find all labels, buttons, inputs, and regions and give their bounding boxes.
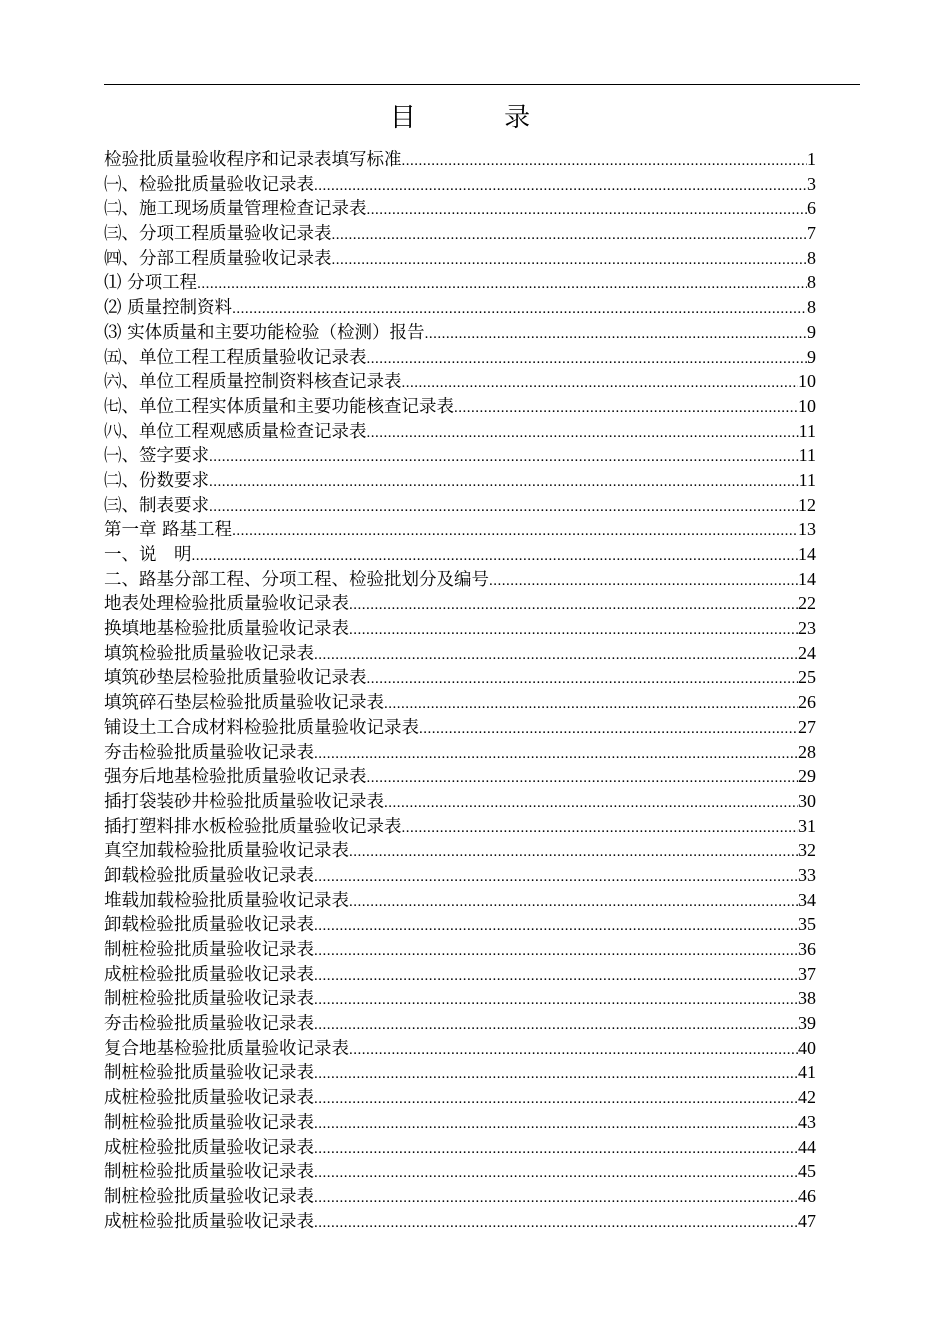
toc-entry[interactable] bbox=[104, 542, 816, 567]
toc-entry[interactable] bbox=[104, 838, 816, 863]
dot-leader bbox=[314, 1062, 798, 1085]
toc-entry[interactable] bbox=[104, 1184, 816, 1209]
toc-entry-label: 成桩检验批质量验收记录表 bbox=[104, 964, 314, 985]
toc-entry[interactable] bbox=[104, 147, 816, 172]
dot-leader bbox=[384, 791, 798, 814]
toc-entry-page: 46 bbox=[798, 1185, 816, 1206]
toc-entry-label: 卸载检验批质量验收记录表 bbox=[104, 915, 314, 936]
toc-entry-label: 二、路基分部工程、分项工程、检验批划分及编号 bbox=[104, 569, 489, 590]
toc-entry-label: ㈥、单位工程质量控制资料核查记录表 bbox=[104, 372, 402, 393]
toc-entry[interactable] bbox=[104, 986, 816, 1011]
toc-entry-page: 1 bbox=[807, 149, 816, 169]
toc-entry-page: 7 bbox=[807, 223, 816, 244]
dot-leader bbox=[349, 1038, 798, 1061]
dot-leader bbox=[314, 939, 798, 962]
dot-leader bbox=[314, 742, 798, 765]
toc-entry-label: 插打袋装砂井检验批质量验收记录表 bbox=[104, 791, 384, 812]
toc-entry[interactable] bbox=[104, 962, 816, 987]
toc-entry-page: 28 bbox=[798, 741, 816, 762]
dot-leader bbox=[349, 618, 798, 641]
toc-entry-page: 12 bbox=[798, 494, 816, 515]
dot-leader bbox=[349, 840, 798, 863]
toc-entry-label: ㈢、制表要求 bbox=[104, 495, 209, 516]
toc-entry-page: 44 bbox=[798, 1136, 816, 1157]
toc-entry[interactable] bbox=[104, 567, 816, 592]
toc-entry-label: 成桩检验批质量验收记录表 bbox=[104, 1088, 314, 1109]
toc-entry-label: 换填地基检验批质量验收记录表 bbox=[104, 619, 349, 640]
toc-entry-label: 制桩检验批质量验收记录表 bbox=[104, 1063, 314, 1084]
toc-entry-page: 25 bbox=[798, 667, 816, 688]
dot-leader bbox=[314, 643, 798, 666]
toc-entry[interactable] bbox=[104, 295, 816, 320]
toc-entry[interactable] bbox=[104, 641, 816, 666]
toc-entry[interactable] bbox=[104, 1060, 816, 1085]
toc-entry-page: 11 bbox=[798, 420, 816, 441]
toc-entry-page: 14 bbox=[798, 544, 816, 564]
dot-leader bbox=[209, 495, 798, 518]
toc-entry-label: ㈧、单位工程观感质量检查记录表 bbox=[104, 421, 367, 442]
toc-entry-page: 10 bbox=[798, 395, 816, 416]
toc-entry[interactable] bbox=[104, 246, 816, 271]
toc-entry-label: 插打塑料排水板检验批质量验收记录表 bbox=[104, 816, 402, 837]
toc-entry-label: 制桩检验批质量验收记录表 bbox=[104, 1186, 314, 1207]
toc-entry-label: 复合地基检验批质量验收记录表 bbox=[104, 1038, 349, 1059]
toc-entry-page: 30 bbox=[798, 790, 816, 811]
dot-leader bbox=[314, 1211, 798, 1234]
dot-leader bbox=[367, 198, 808, 221]
dot-leader bbox=[209, 470, 799, 493]
toc-entry-label: 堆载加载检验批质量验收记录表 bbox=[104, 890, 349, 911]
toc-entry-label: 制桩检验批质量验收记录表 bbox=[104, 1112, 314, 1133]
dot-leader bbox=[489, 569, 798, 592]
toc-entry-page: 39 bbox=[798, 1013, 816, 1034]
toc-entry[interactable] bbox=[104, 863, 816, 888]
toc-entry[interactable] bbox=[104, 394, 816, 419]
toc-entry-label: ㈠、检验批质量验收记录表 bbox=[104, 174, 314, 195]
toc-entry-label: 强夯后地基检验批质量验收记录表 bbox=[104, 767, 367, 788]
toc-entry[interactable] bbox=[104, 369, 816, 394]
toc-entry-label: ⑵ 质量控制资料 bbox=[104, 298, 233, 319]
toc-entry-page: 11 bbox=[798, 469, 816, 490]
toc-entry-label: 填筑碎石垫层检验批质量验收记录表 bbox=[104, 693, 384, 714]
toc-entry-label: 第一章 路基工程 bbox=[104, 520, 233, 541]
header-rule bbox=[104, 84, 860, 85]
toc-entry[interactable] bbox=[104, 196, 816, 221]
toc-entry-label: 检验批质量验收程序和记录表填写标准 bbox=[104, 150, 402, 170]
toc-entry-label: ㈣、分部工程质量验收记录表 bbox=[104, 248, 332, 269]
toc-entry[interactable] bbox=[104, 1110, 816, 1135]
toc-entry-page: 22 bbox=[798, 593, 816, 614]
dot-leader bbox=[314, 1161, 798, 1184]
toc-entry[interactable] bbox=[104, 172, 816, 197]
toc-entry-label: 地表处理检验批质量验收记录表 bbox=[104, 594, 349, 615]
dot-leader bbox=[314, 1087, 798, 1110]
toc-entry-page: 8 bbox=[807, 297, 816, 318]
toc-entry[interactable] bbox=[104, 493, 816, 518]
dot-leader bbox=[367, 766, 799, 789]
dot-leader bbox=[314, 865, 798, 888]
toc-entry[interactable] bbox=[104, 1085, 816, 1110]
dot-leader bbox=[314, 1013, 798, 1036]
toc-entry-page: 45 bbox=[798, 1161, 816, 1182]
toc-entry-page: 36 bbox=[798, 939, 816, 959]
dot-leader bbox=[332, 223, 808, 246]
dot-leader bbox=[192, 544, 799, 567]
dot-leader bbox=[367, 421, 799, 444]
dot-leader bbox=[367, 347, 808, 370]
dot-leader bbox=[367, 667, 799, 690]
toc-entry-label: 一、说 明 bbox=[104, 545, 192, 565]
toc-entry[interactable] bbox=[104, 591, 816, 616]
toc-entry[interactable] bbox=[104, 517, 816, 542]
toc-entry[interactable] bbox=[104, 888, 816, 913]
toc-entry[interactable] bbox=[104, 814, 816, 839]
toc-entry[interactable] bbox=[104, 912, 816, 937]
dot-leader bbox=[314, 1186, 798, 1209]
toc-entry-page: 8 bbox=[807, 247, 816, 268]
toc-entry[interactable] bbox=[104, 1036, 816, 1061]
toc-entry[interactable] bbox=[104, 1159, 816, 1184]
toc-entry-page: 34 bbox=[798, 889, 816, 910]
toc-entry-page: 11 bbox=[798, 445, 816, 466]
dot-leader bbox=[314, 1137, 798, 1160]
toc-entry[interactable] bbox=[104, 789, 816, 814]
toc-entry[interactable] bbox=[104, 665, 816, 690]
toc-entry[interactable] bbox=[104, 221, 816, 246]
toc-entry-page: 23 bbox=[798, 618, 816, 639]
dot-leader bbox=[425, 322, 807, 345]
toc-entry-label: ⑴ 分项工程 bbox=[104, 273, 198, 294]
toc-list bbox=[104, 147, 816, 1233]
toc-entry-label: 卸载检验批质量验收记录表 bbox=[104, 865, 314, 886]
toc-entry-page: 47 bbox=[798, 1210, 816, 1231]
toc-entry-page: 9 bbox=[807, 346, 816, 367]
toc-entry-label: ㈢、分项工程质量验收记录表 bbox=[104, 224, 332, 245]
toc-entry-label: 铺设土工合成材料检验批质量验收记录表 bbox=[104, 717, 419, 738]
toc-entry-page: 31 bbox=[798, 815, 816, 836]
toc-entry-page: 35 bbox=[798, 914, 816, 935]
toc-entry-page: 33 bbox=[798, 864, 816, 885]
toc-entry-label: ㈡、份数要求 bbox=[104, 470, 209, 491]
toc-entry-label: 填筑检验批质量验收记录表 bbox=[104, 643, 314, 664]
dot-leader bbox=[314, 174, 807, 197]
toc-entry-page: 8 bbox=[807, 272, 816, 293]
toc-entry-label: ㈡、施工现场质量管理检查记录表 bbox=[104, 199, 367, 220]
toc-entry-page: 37 bbox=[798, 963, 816, 984]
dot-leader bbox=[454, 396, 798, 419]
toc-entry-label: 制桩检验批质量验收记录表 bbox=[104, 1162, 314, 1183]
toc-entry[interactable] bbox=[104, 690, 816, 715]
toc-entry-page: 32 bbox=[798, 840, 816, 861]
dot-leader bbox=[384, 692, 798, 715]
toc-entry[interactable] bbox=[104, 468, 816, 493]
dot-leader bbox=[314, 964, 798, 987]
toc-title: 目 录 bbox=[389, 103, 571, 133]
toc-entry-label: ⑶ 实体质量和主要功能检验（检测）报告 bbox=[104, 322, 425, 343]
toc-entry-page: 10 bbox=[798, 371, 816, 392]
dot-leader bbox=[419, 717, 798, 740]
toc-entry[interactable] bbox=[104, 616, 816, 641]
toc-entry-label: 制桩检验批质量验收记录表 bbox=[104, 940, 314, 960]
toc-entry-page: 24 bbox=[798, 642, 816, 663]
dot-leader bbox=[402, 816, 799, 839]
toc-entry[interactable] bbox=[104, 345, 816, 370]
toc-entry[interactable] bbox=[104, 1209, 816, 1234]
dot-leader bbox=[402, 371, 799, 394]
toc-entry-page: 14 bbox=[798, 568, 816, 589]
dot-leader bbox=[232, 519, 798, 542]
dot-leader bbox=[314, 914, 798, 937]
toc-entry-page: 6 bbox=[807, 198, 816, 219]
toc-entry-page: 41 bbox=[798, 1062, 816, 1083]
toc-entry[interactable] bbox=[104, 715, 816, 740]
toc-entry-label: 填筑砂垫层检验批质量验收记录表 bbox=[104, 668, 367, 689]
dot-leader bbox=[349, 890, 798, 913]
toc-entry-page: 27 bbox=[798, 716, 816, 737]
dot-leader bbox=[349, 593, 798, 616]
toc-entry-page: 9 bbox=[807, 321, 816, 342]
toc-entry-page: 43 bbox=[798, 1111, 816, 1132]
dot-leader bbox=[332, 248, 808, 271]
dot-leader bbox=[402, 149, 808, 172]
toc-entry-page: 3 bbox=[807, 173, 816, 194]
toc-entry[interactable] bbox=[104, 320, 816, 345]
toc-entry-page: 40 bbox=[798, 1037, 816, 1058]
toc-entry-label: 夯击检验批质量验收记录表 bbox=[104, 1014, 314, 1035]
toc-entry[interactable] bbox=[104, 443, 816, 468]
toc-entry-label: 制桩检验批质量验收记录表 bbox=[104, 989, 314, 1010]
toc-entry-label: 成桩检验批质量验收记录表 bbox=[104, 1137, 314, 1158]
toc-entry-page: 38 bbox=[798, 988, 816, 1009]
dot-leader bbox=[314, 988, 798, 1011]
toc-entry[interactable] bbox=[104, 270, 816, 295]
toc-entry-page: 26 bbox=[798, 692, 816, 713]
toc-entry-page: 13 bbox=[798, 519, 816, 540]
dot-leader bbox=[314, 1112, 798, 1135]
toc-entry-label: ㈠、签字要求 bbox=[104, 446, 209, 467]
toc-entry-label: 夯击检验批质量验收记录表 bbox=[104, 742, 314, 763]
dot-leader bbox=[232, 297, 807, 320]
toc-entry-label: 成桩检验批质量验收记录表 bbox=[104, 1211, 314, 1232]
toc-entry[interactable] bbox=[104, 1135, 816, 1160]
toc-entry-page: 42 bbox=[798, 1087, 816, 1108]
dot-leader bbox=[209, 445, 799, 468]
toc-entry[interactable] bbox=[104, 764, 816, 789]
toc-entry-label: ㈦、单位工程实体质量和主要功能核查记录表 bbox=[104, 396, 454, 417]
toc-entry-label: 真空加载检验批质量验收记录表 bbox=[104, 841, 349, 862]
toc-entry[interactable] bbox=[104, 740, 816, 765]
toc-entry[interactable] bbox=[104, 1011, 816, 1036]
toc-entry[interactable] bbox=[104, 937, 816, 962]
toc-entry-label: ㈤、单位工程工程质量验收记录表 bbox=[104, 347, 367, 368]
toc-entry-page: 29 bbox=[798, 766, 816, 787]
dot-leader bbox=[197, 272, 807, 295]
toc-entry[interactable] bbox=[104, 419, 816, 444]
